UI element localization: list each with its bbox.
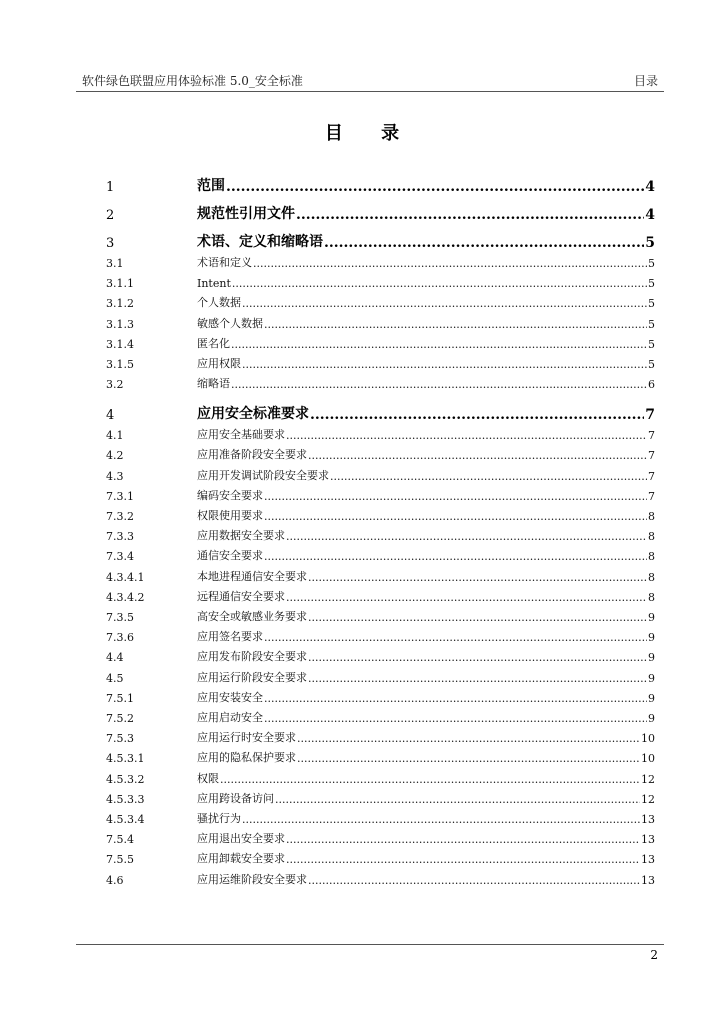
toc-dot-leader [264,318,647,331]
toc-entry[interactable] [106,274,655,290]
toc-entry-number: 7.5.1 [106,691,134,705]
toc-entry-page: 7 [645,407,655,424]
toc-dot-leader [324,235,644,251]
toc-entry[interactable] [106,648,655,664]
toc-entry-page: 9 [648,712,655,725]
toc-dot-leader [286,530,647,543]
toc-entry-page: 13 [641,833,655,847]
toc-dot-leader [264,631,647,644]
toc-entry-number: 7.3.6 [106,631,134,645]
toc-dot-leader [264,510,647,523]
toc-entry-label: 通信安全要求 [197,549,263,563]
toc-entry-label: 术语和定义 [197,256,252,269]
toc-entry-number: 7.5.3 [106,732,134,746]
toc-entry[interactable] [106,871,655,887]
toc-entry-page: 6 [648,378,655,392]
toc-dot-leader [253,257,647,270]
toc-entry-page: 9 [648,651,655,665]
toc-entry-label: 应用运行阶段安全要求 [197,670,307,684]
toc-dot-leader [286,591,647,604]
toc-entry-number: 3.2 [106,378,124,392]
toc-entry-page: 7 [648,449,655,463]
toc-entry[interactable] [106,749,655,765]
toc-entry-label: Intent [197,277,231,291]
toc-entry-page: 12 [641,792,655,806]
toc-entry-label: 应用安全标准要求 [197,406,309,423]
toc-dot-leader [220,773,640,786]
toc-entry-label: 应用跨设备访问 [197,791,274,805]
toc-entry-label: 权限使用要求 [197,509,263,522]
toc-entry-page: 5 [648,297,655,311]
toc-entry[interactable] [106,547,655,563]
section-name: 目录 [633,73,658,88]
toc-entry[interactable] [106,810,655,826]
toc-entry[interactable] [106,588,655,604]
toc-entry-number: 7.3.3 [106,530,134,544]
toc-entry-label: 匿名化 [197,336,230,350]
toc-dot-leader [242,813,640,826]
toc-entry-number: 4.1 [106,429,124,443]
toc-entry-page: 8 [648,550,655,564]
toc-entry-number: 7.3.1 [106,489,134,503]
toc-entry-number: 3 [106,236,115,251]
toc-dot-leader [297,752,640,765]
toc-entry[interactable] [106,487,655,503]
toc-dot-leader [330,470,647,483]
toc-entry-label: 个人数据 [197,296,241,310]
toc-entry-number: 3.1.3 [106,317,134,331]
toc-entry-label: 本地进程通信安全要求 [197,569,307,583]
toc-entry-page: 5 [648,257,655,270]
toc-entry-number: 7.3.5 [106,611,134,624]
toc-entry[interactable] [106,426,655,442]
toc-entry-number: 4.5.3.4 [106,813,145,826]
footer-divider [76,944,664,945]
toc-dot-leader [226,179,644,195]
toc-entry-label: 应用发布阶段安全要求 [197,650,307,664]
toc-entry[interactable] [106,669,655,685]
toc-entry[interactable] [106,568,655,584]
toc-dot-leader [297,732,640,745]
toc-dot-leader [231,338,647,351]
toc-entry-page: 5 [648,317,655,331]
toc-entry-number: 7.5.5 [106,853,134,867]
toc-entry[interactable] [106,850,655,866]
toc-entry-page: 9 [648,611,655,624]
toc-entry[interactable] [106,335,655,351]
toc-entry[interactable] [106,467,655,483]
toc-entry-label: 应用安全基础要求 [197,428,285,442]
toc-entry-number: 4.2 [106,449,124,463]
toc-entry[interactable] [106,527,655,543]
toc-entry[interactable] [106,231,655,251]
toc-dot-leader [308,672,647,685]
toc-entry-page: 4 [645,207,655,223]
toc-entry-label: 应用签名要求 [197,630,263,644]
toc-entry-number: 7.3.4 [106,550,134,564]
toc-entry-number: 7.5.2 [106,712,134,725]
toc-entry[interactable] [106,446,655,462]
toc-entry-label: 应用的隐私保护要求 [197,751,296,765]
toc-dot-leader [296,207,644,223]
toc-dot-leader [242,297,647,310]
toc-entry-label: 应用启动安全 [197,711,263,724]
toc-entry-number: 4.3.4.1 [106,570,145,584]
toc-dot-leader [231,378,647,391]
toc-entry-page: 9 [648,691,655,705]
toc-entry-page: 9 [648,671,655,685]
toc-entry-number: 4.6 [106,873,124,887]
toc-entry-number: 7.5.4 [106,833,134,847]
toc-entry-page: 13 [641,853,655,867]
toc-dot-leader [286,833,640,846]
toc-entry[interactable] [106,403,655,423]
toc-dot-leader [264,692,647,705]
toc-dot-leader [242,358,647,371]
toc-entry-number: 4 [106,408,115,424]
toc-entry-page: 5 [648,337,655,351]
toc-dot-leader [275,793,640,806]
toc-entry-page: 5 [648,358,655,371]
page-number: 2 [650,948,658,962]
toc-entry-page: 8 [648,590,655,604]
toc-entry-number: 4.5.3.1 [106,752,145,766]
toc-entry-page: 10 [641,732,655,746]
toc-entry-label: 应用退出安全要求 [197,832,285,846]
toc-entry-page: 8 [648,530,655,544]
toc-entry-number: 3.1 [106,257,124,270]
toc-entry-page: 7 [648,489,655,503]
toc-entry-label: 远程通信安全要求 [197,589,285,603]
toc-entry-label: 敏感个人数据 [197,316,263,330]
toc-dot-leader [308,651,647,664]
toc-entry[interactable] [106,689,655,705]
toc-dot-leader [232,277,647,290]
toc-entry-number: 3.1.4 [106,337,134,351]
toc-entry-label: 应用数据安全要求 [197,529,285,543]
toc-entry-page: 5 [648,277,655,291]
toc-entry[interactable] [106,608,655,624]
toc-entry-page: 13 [641,873,655,887]
toc-entry-page: 10 [641,752,655,766]
toc-dot-leader [308,874,640,887]
document-title: 软件绿色联盟应用体验标准 5.0_安全标准 [82,73,303,88]
toc-entry-label: 权限 [197,771,219,785]
toc-entry[interactable] [106,254,655,270]
toc-entry-label: 范围 [197,178,225,194]
toc-entry[interactable] [106,294,655,310]
toc-entry-number: 2 [106,208,115,223]
toc-entry-label: 应用安装安全 [197,690,263,704]
toc-entry-number: 1 [106,180,115,195]
toc-dot-leader [308,571,647,584]
toc-entry-label: 应用权限 [197,357,241,370]
toc-dot-leader [310,407,644,423]
toc-entry[interactable] [106,628,655,644]
toc-entry-number: 4.5.3.2 [106,772,145,786]
toc-entry[interactable] [106,355,655,371]
toc-entry-label: 缩略语 [197,377,230,391]
page-header [82,70,658,90]
toc-entry-number: 4.5.3.3 [106,792,145,806]
toc-entry-page: 13 [641,813,655,826]
toc-entry[interactable] [106,315,655,331]
toc-dot-leader [286,429,647,442]
toc-entry-label: 术语、定义和缩略语 [197,234,323,250]
toc-entry-label: 应用准备阶段安全要求 [197,448,307,462]
toc-entry-label: 高安全或敏感业务要求 [197,610,307,623]
toc-entry-page: 9 [648,631,655,645]
toc-dot-leader [264,490,647,503]
toc-dot-leader [286,853,640,866]
toc-entry-number: 4.3 [106,469,124,483]
toc-entry-number: 4.5 [106,671,124,685]
toc-entry-label: 应用运行时安全要求 [197,731,296,745]
toc-entry-page: 7 [648,469,655,483]
toc-entry-page: 5 [645,235,655,251]
toc-entry-page: 8 [648,570,655,584]
toc-dot-leader [264,712,647,725]
toc-entry-number: 3.1.2 [106,297,134,311]
toc-entry[interactable] [106,790,655,806]
toc-entry-label: 应用运维阶段安全要求 [197,872,307,886]
toc-entry-page: 7 [648,429,655,443]
toc-entry-label: 编码安全要求 [197,488,263,502]
toc-entry[interactable] [106,375,655,391]
toc-entry-number: 3.1.5 [106,358,134,371]
toc-entry-label: 规范性引用文件 [197,206,295,222]
toc-entry-number: 4.4 [106,651,124,665]
toc-dot-leader [308,611,647,624]
toc-entry-page: 4 [645,179,655,195]
toc-entry[interactable] [106,507,655,523]
header-divider [76,91,664,92]
toc-entry-page: 12 [641,772,655,786]
toc-entry[interactable] [106,709,655,725]
toc-entry[interactable] [106,830,655,846]
toc-entry-number: 7.3.2 [106,510,134,523]
toc-entry[interactable] [106,729,655,745]
toc-entry-number: 4.3.4.2 [106,590,145,604]
toc-entry-label: 应用开发调试阶段安全要求 [197,468,329,482]
toc-dot-leader [264,550,647,563]
toc-entry-label: 骚扰行为 [197,812,241,825]
toc-entry-number: 3.1.1 [106,277,134,291]
toc-entry-label: 应用卸载安全要求 [197,852,285,866]
toc-entry[interactable] [106,175,655,195]
toc-title: 目 录 [324,123,416,144]
toc-entry-page: 8 [648,510,655,523]
toc-dot-leader [308,449,647,462]
toc-entry[interactable] [106,203,655,223]
toc-entry[interactable] [106,770,655,786]
